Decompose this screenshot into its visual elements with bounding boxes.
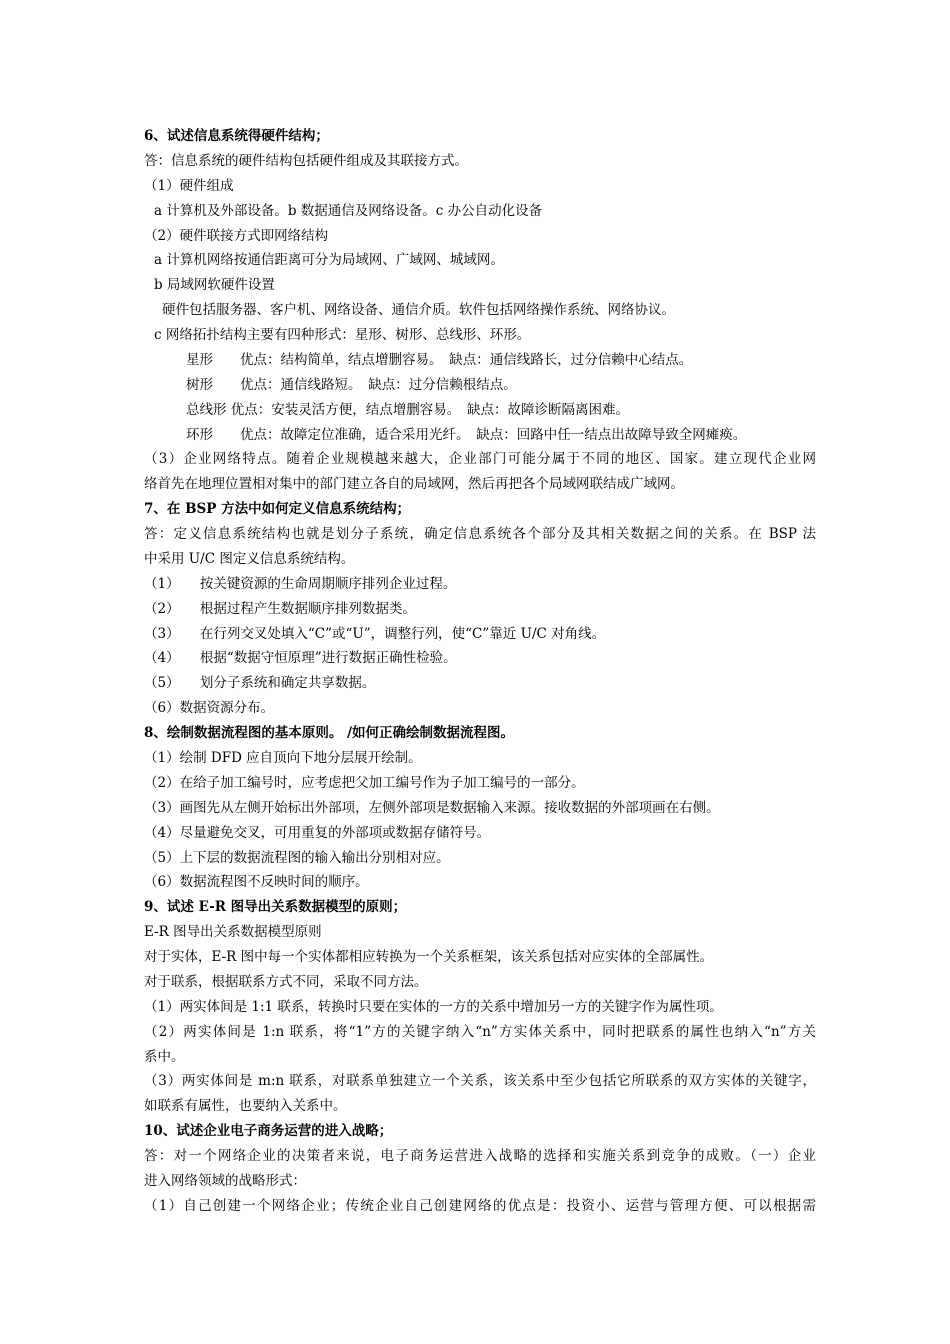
section-heading: 8、绘制数据流程图的基本原则。 /如何正确绘制数据流程图。	[144, 725, 515, 742]
text-line: 络首先在地理位置相对集中的部门建立各自的局域网，然后再把各个局域网联结成广域网。	[144, 476, 684, 493]
text-line: 总线形 优点：安装灵活方便，结点增删容易。 缺点：故障诊断隔离困难。	[186, 401, 630, 418]
text-line: （3）两实体间是 m:n 联系，对联系单独建立一个关系，该关系中至少包括它所联系的双方实体的关键字，	[144, 1073, 816, 1090]
text-line: 环形 优点：故障定位准确，适合采用光纤。 缺点：回路中任一结点出故障导致全网瘫痪。	[186, 426, 747, 443]
text-line: 系中。	[144, 1048, 185, 1065]
section-heading: 9、试述 E-R 图导出关系数据模型的原则；	[144, 899, 407, 916]
text-line: （3） 在行列交叉处填入“C”或“U”，调整行列，使“C”靠近 U/C 对角线。	[144, 625, 606, 642]
text-line: b 局域网软硬件设置	[154, 277, 275, 294]
text-line: 进入网络领域的战略形式：	[144, 1172, 306, 1189]
text-line: （4） 根据“数据守恒原理”进行数据正确性检验。	[144, 650, 457, 667]
text-line: 答：信息系统的硬件结构包括硬件组成及其联接方式。	[144, 152, 468, 169]
text-line: 如联系有属性，也要纳入关系中。	[144, 1098, 347, 1115]
text-line: a 计算机及外部设备。b 数据通信及网络设备。c 办公自动化设备	[154, 202, 543, 219]
text-line: E-R 图导出关系数据模型原则	[144, 924, 322, 941]
text-line: 对于联系，根据联系方式不同，采取不同方法。	[144, 973, 428, 990]
text-line: （1）两实体间是 1:1 联系，转换时只要在实体的一方的关系中增加另一方的关键字作为属性项。	[144, 998, 723, 1015]
text-line: （5） 划分子系统和确定共享数据。	[144, 675, 376, 692]
text-line: （3）画图先从左侧开始标出外部项，左侧外部项是数据输入来源。接收数据的外部项画在右侧。	[144, 799, 720, 816]
text-line: （6）数据流程图不反映时间的顺序。	[144, 874, 369, 891]
text-line: （6）数据资源分布。	[144, 700, 275, 717]
text-line: （1）自己创建一个网络企业；传统企业自己创建网络的优点是：投资小、运营与管理方便、可以根据需	[144, 1197, 816, 1214]
text-line: （5）上下层的数据流程图的输入输出分别相对应。	[144, 849, 450, 866]
text-line: 树形 优点：通信线路短。 缺点：过分信赖根结点。	[186, 376, 517, 393]
text-line: （2） 根据过程产生数据顺序排列数据类。	[144, 600, 416, 617]
text-line: 星形 优点：结构简单，结点增删容易。 缺点：通信线路长，过分信赖中心结点。	[186, 351, 693, 368]
text-line: 硬件包括服务器、客户机、网络设备、通信介质。软件包括网络操作系统、网络协议。	[162, 302, 675, 319]
text-line: a 计算机网络按通信距离可分为局域网、广域网、城域网。	[154, 252, 504, 269]
text-line: （2）在给子加工编号时，应考虑把父加工编号作为子加工编号的一部分。	[144, 774, 585, 791]
text-line: 对于实体，E-R 图中每一个实体都相应转换为一个关系框架，该关系包括对应实体的全部属性。	[144, 949, 714, 966]
text-line: （3）企业网络特点。随着企业规模越来越大，企业部门可能分属于不同的地区、国家。建立现代企业网	[144, 451, 816, 468]
text-line: （1）绘制 DFD 应自顶向下地分层展开绘制。	[144, 750, 422, 766]
text-line: （1） 按关键资源的生命周期顺序排列企业过程。	[144, 575, 457, 592]
text-line: 中采用 U/C 图定义信息系统结构。	[144, 550, 355, 567]
text-line: （2）两实体间是 1:n 联系，将“1”方的关键字纳入“n”方实体关系中，同时把联系的属性也纳入“n”方关	[144, 1023, 816, 1040]
section-heading: 6、试述信息系统得硬件结构；	[144, 128, 329, 144]
section-heading: 7、在 BSP 方法中如何定义信息系统结构；	[144, 501, 411, 518]
text-line: （1）硬件组成	[144, 177, 234, 194]
section-heading: 10、试述企业电子商务运营的进入战略；	[144, 1123, 393, 1140]
text-line: （4）尽量避免交叉，可用重复的外部项或数据存储符号。	[144, 824, 491, 841]
text-line: （2）硬件联接方式即网络结构	[144, 227, 329, 244]
text-line: 答：定义信息系统结构也就是划分子系统，确定信息系统各个部分及其相关数据之间的关系。在 BSP 法	[144, 526, 816, 543]
text-line: 答：对一个网络企业的决策者来说，电子商务运营进入战略的选择和实施关系到竞争的成败。（一）企业	[144, 1148, 816, 1165]
text-line: c 网络拓扑结构主要有四种形式：星形、树形、总线形、环形。	[154, 327, 531, 344]
